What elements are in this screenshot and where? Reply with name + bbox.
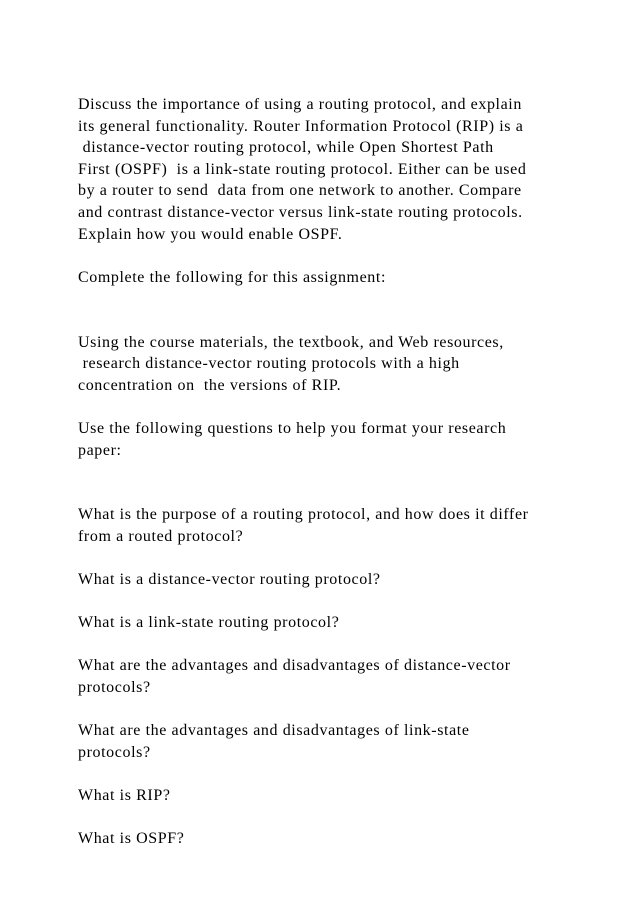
question-item [78,569,598,591]
question-line: What is a link-state routing protocol? [78,614,340,632]
question-item [78,612,598,634]
research-line: research distance-vector routing protocols with a high [78,355,460,373]
question-line: What is RIP? [78,787,171,804]
question-item [78,655,598,698]
intro-line: First (OSPF) is a link-state routing protocol. Either can be used [78,160,527,178]
question-line: What are the advantages and disadvantages of distance-vector [78,657,511,675]
format-line: Use the following questions to help you format your research [78,419,507,437]
question-line: What is a distance-vector routing protocol? [78,571,381,589]
paragraph-spacer [78,634,598,656]
paragraph-spacer [78,245,598,267]
question-item [78,504,598,547]
question-line: What are the advantages and disadvantages of link-state [78,722,470,740]
intro-line: Explain how you would enable OSPF. [78,225,343,243]
question-line: What is OSPF? [78,830,185,848]
question-item [78,720,598,763]
question-line: What is the purpose of a routing protocol, and how does it differ [78,506,529,524]
paragraph-spacer [78,288,598,331]
paragraph-spacer [78,763,598,785]
research-paragraph [78,332,598,397]
question-item [78,828,598,850]
complete-instruction: Complete the following for this assignment: [78,268,386,286]
intro-line: by a router to send data from one network to another. Compare [78,182,522,200]
paragraph-spacer [78,396,598,418]
question-item [78,785,598,807]
format-paragraph [78,418,598,461]
question-line: protocols? [78,679,151,697]
paragraph-spacer [78,591,598,613]
intro-line: its general functionality. Router Information Protocol (RIP) is a [78,117,524,135]
paragraph-spacer [78,807,598,829]
document-body [78,94,598,850]
research-line: Using the course materials, the textbook, and Web resources, [78,333,504,351]
question-line: from a routed protocol? [78,527,244,545]
question-line: protocols? [78,743,151,761]
research-line: concentration on the versions of RIP. [78,376,342,394]
paragraph-spacer [78,547,598,569]
paragraph-spacer [78,699,598,721]
paragraph-spacer [78,461,598,504]
intro-paragraph [78,94,598,245]
intro-line: distance-vector routing protocol, while Open Shortest Path [78,139,494,157]
complete-instruction-paragraph [78,267,598,289]
format-line: paper: [78,441,122,459]
intro-line: Discuss the importance of using a routing protocol, and explain [78,96,522,113]
intro-line: and contrast distance-vector versus link-state routing protocols. [78,203,523,221]
